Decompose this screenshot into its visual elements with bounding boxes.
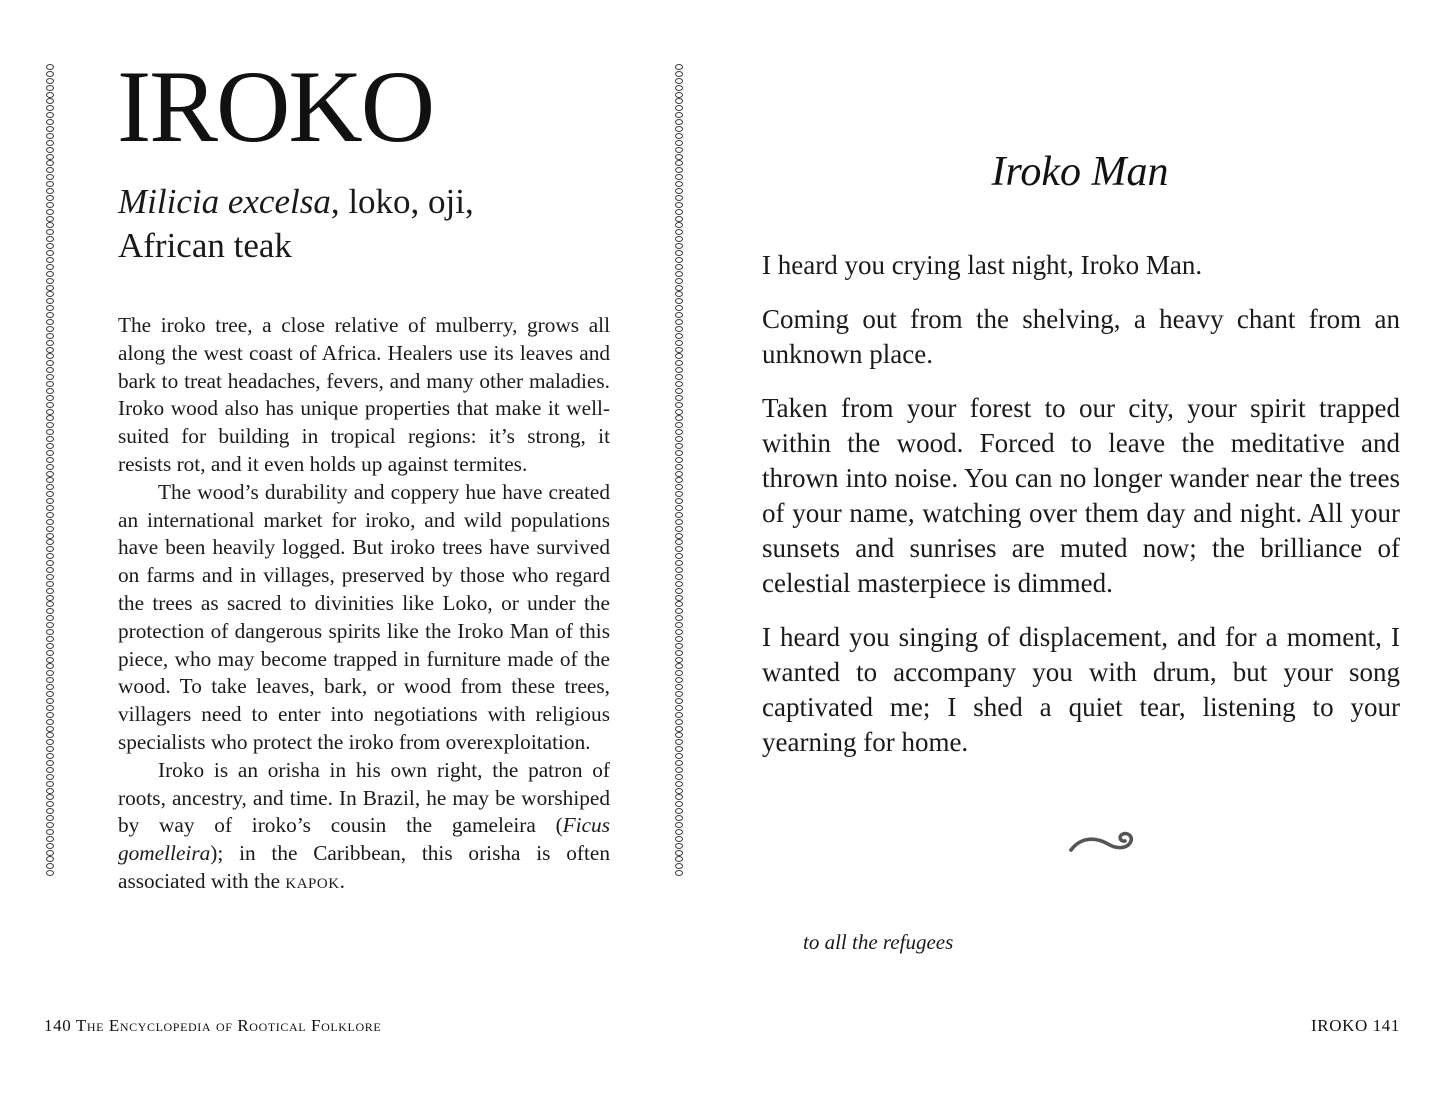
ring-ornament-icon [675, 739, 683, 745]
ring-ornament-icon [675, 636, 683, 642]
ring-ornament-icon [675, 450, 683, 456]
ring-ornament-icon [675, 512, 683, 518]
ring-ornament-icon [675, 471, 683, 477]
ring-ornament-icon [46, 285, 54, 291]
ring-ornament-icon [46, 250, 54, 256]
ring-ornament-icon [46, 815, 54, 821]
ring-ornament-icon [46, 601, 54, 607]
ring-ornament-icon [675, 691, 683, 697]
ring-ornament-icon [46, 402, 54, 408]
ring-ornament-icon [675, 815, 683, 821]
ring-ornament-icon [46, 381, 54, 387]
ring-ornament-icon [675, 402, 683, 408]
ring-ornament-icon [675, 712, 683, 718]
ring-ornament-icon [46, 471, 54, 477]
ring-ornament-icon [675, 643, 683, 649]
ring-ornament-icon [46, 836, 54, 842]
ring-ornament-icon [675, 677, 683, 683]
ring-ornament-icon [675, 174, 683, 180]
scientific-name: Milicia excelsa [118, 182, 331, 221]
ring-ornament-icon [46, 374, 54, 380]
ring-ornament-icon [46, 243, 54, 249]
ring-ornament-icon [675, 381, 683, 387]
ring-ornament-icon [46, 657, 54, 663]
ring-ornament-icon [675, 312, 683, 318]
ring-ornament-icon [675, 298, 683, 304]
ring-ornament-icon [675, 615, 683, 621]
ring-ornament-icon [46, 726, 54, 732]
ring-ornament-icon [46, 643, 54, 649]
ring-ornament-icon [675, 443, 683, 449]
ring-ornament-icon [46, 863, 54, 869]
ring-ornament-icon [675, 781, 683, 787]
poem-title: Iroko Man [991, 149, 1169, 195]
ring-ornament-icon [675, 409, 683, 415]
ring-ornament-icon [675, 836, 683, 842]
ring-ornament-icon [675, 788, 683, 794]
ring-ornament-icon [675, 271, 683, 277]
ring-ornament-icon [46, 98, 54, 104]
ring-ornament-icon [675, 326, 683, 332]
ring-ornament-icon [46, 574, 54, 580]
ring-ornament-icon [46, 360, 54, 366]
ring-ornament-icon [675, 395, 683, 401]
ring-ornament-icon [675, 491, 683, 497]
ring-ornament-icon [675, 222, 683, 228]
ring-ornament-icon [46, 64, 54, 70]
ring-ornament-icon [46, 209, 54, 215]
ring-ornament-icon [675, 374, 683, 380]
ring-ornament-icon [46, 484, 54, 490]
ring-ornament-icon [46, 464, 54, 470]
ring-ornament-icon [675, 760, 683, 766]
ring-ornament-icon [675, 629, 683, 635]
ring-ornament-icon [675, 698, 683, 704]
entry-body [118, 312, 610, 896]
ring-ornament-icon [46, 781, 54, 787]
ring-ornament-icon [675, 257, 683, 263]
ring-ornament-icon [675, 71, 683, 77]
ring-ornament-icon [46, 526, 54, 532]
ring-ornament-icon [46, 850, 54, 856]
ring-ornament-icon [675, 732, 683, 738]
ring-ornament-icon [675, 650, 683, 656]
left-ring-border [46, 64, 54, 974]
ring-ornament-icon [675, 98, 683, 104]
ring-ornament-icon [46, 691, 54, 697]
ring-ornament-icon [46, 663, 54, 669]
ring-ornament-icon [675, 112, 683, 118]
ring-ornament-icon [46, 78, 54, 84]
body-paragraph: The iroko tree, a close relative of mulberry, grows all along the west coast of Africa. Healers use its leaves and bark to treat headaches, fevers, and many other maladies. Iroko wood also has unique properties that make it well-suited for building in tropical regions: it’s strong, it resists rot, and it even holds up against termites. [118, 313, 610, 476]
ring-ornament-icon [675, 429, 683, 435]
ring-ornament-icon [46, 822, 54, 828]
ring-ornament-icon [46, 546, 54, 552]
ring-ornament-icon [46, 560, 54, 566]
ring-ornament-icon [46, 264, 54, 270]
ring-ornament-icon [675, 856, 683, 862]
ring-ornament-icon [46, 519, 54, 525]
ring-ornament-icon [46, 760, 54, 766]
ring-ornament-icon [46, 491, 54, 497]
ring-ornament-icon [675, 670, 683, 676]
ring-ornament-icon [675, 160, 683, 166]
ring-ornament-icon [46, 147, 54, 153]
ring-ornament-icon [675, 285, 683, 291]
ring-ornament-icon [675, 484, 683, 490]
ring-ornament-icon [675, 829, 683, 835]
ring-ornament-icon [675, 505, 683, 511]
ring-ornament-icon [46, 732, 54, 738]
ring-ornament-icon [675, 567, 683, 573]
poem-stanza: I heard you crying last night, Iroko Man. [762, 250, 1203, 280]
ring-ornament-icon [46, 188, 54, 194]
ring-ornament-icon [675, 808, 683, 814]
ring-ornament-icon [46, 291, 54, 297]
ring-ornament-icon [675, 863, 683, 869]
ring-ornament-icon [675, 519, 683, 525]
ring-ornament-icon [46, 174, 54, 180]
ring-ornament-icon [46, 181, 54, 187]
ring-ornament-icon [675, 333, 683, 339]
ring-ornament-icon [46, 553, 54, 559]
ring-ornament-icon [675, 167, 683, 173]
ring-ornament-icon [675, 133, 683, 139]
ring-ornament-icon [675, 553, 683, 559]
ring-ornament-icon [675, 843, 683, 849]
ring-ornament-icon [46, 615, 54, 621]
ring-ornament-icon [675, 78, 683, 84]
ring-ornament-icon [46, 808, 54, 814]
ring-ornament-icon [675, 657, 683, 663]
ring-ornament-icon [46, 271, 54, 277]
ring-ornament-icon [46, 319, 54, 325]
common-names-line2: African teak [118, 226, 292, 265]
ring-ornament-icon [46, 588, 54, 594]
ring-ornament-icon [675, 264, 683, 270]
ring-ornament-icon [675, 663, 683, 669]
ring-ornament-icon [46, 140, 54, 146]
ring-ornament-icon [675, 202, 683, 208]
ring-ornament-icon [46, 539, 54, 545]
dedication: to all the refugees [803, 930, 954, 954]
ring-ornament-icon [675, 581, 683, 587]
ring-ornament-icon [46, 160, 54, 166]
ring-ornament-icon [46, 353, 54, 359]
ring-ornament-icon [46, 429, 54, 435]
ring-ornament-icon [46, 512, 54, 518]
ring-ornament-icon [675, 92, 683, 98]
body-paragraph: Iroko is an orisha in his own right, the patron of roots, ancestry, and time. In Brazil, he may be worshiped by way of iroko’s cousin the gameleira (Ficus gomelleira); in the Caribbean, this orisha is often associated with the kapok. [118, 757, 610, 893]
ring-ornament-icon [675, 526, 683, 532]
ring-ornament-icon [46, 719, 54, 725]
ring-ornament-icon [675, 560, 683, 566]
body-paragraph: The wood’s durability and coppery hue have created an international market for iroko, and wild populations have been heavily logged. But iroko trees have survived on farms and in villages, preserved by those who regard the trees as sacred to divinities like Loko, or under the protection of dangerous spirits like the Iroko Man of this piece, who may become trapped in furniture made of the wood. To take leaves, bark, or wood from these trees, villagers need to enter into negotiations with religious specialists who protect the iroko from overexploitation. [118, 479, 610, 754]
ring-ornament-icon [46, 154, 54, 160]
ring-ornament-icon [46, 533, 54, 539]
ring-ornament-icon [675, 719, 683, 725]
ring-ornament-icon [46, 477, 54, 483]
common-names: , loko, oji, [330, 182, 474, 221]
ring-ornament-icon [675, 415, 683, 421]
ring-ornament-icon [46, 650, 54, 656]
ring-ornament-icon [675, 794, 683, 800]
ring-ornament-icon [675, 347, 683, 353]
ring-ornament-icon [675, 291, 683, 297]
ring-ornament-icon [46, 236, 54, 242]
ring-ornament-icon [675, 216, 683, 222]
ring-ornament-icon [46, 278, 54, 284]
ring-ornament-icon [675, 340, 683, 346]
ring-ornament-icon [46, 794, 54, 800]
ring-ornament-icon [675, 181, 683, 187]
ring-ornament-icon [46, 367, 54, 373]
entry-subtitle [118, 180, 538, 268]
ring-ornament-icon [46, 133, 54, 139]
poem-stanza: Taken from your forest to our city, your spirit trapped within the wood. Forced to leave the meditative and thrown into noise. You can no longer wander near the trees of your name, watching over them day and night. All your sunsets and sunrises are muted now; the brilliance of celestial masterpiece is dimmed. [762, 393, 1400, 598]
ring-ornament-icon [46, 298, 54, 304]
ring-ornament-icon [46, 415, 54, 421]
ring-ornament-icon [675, 209, 683, 215]
ring-ornament-icon [46, 450, 54, 456]
ring-ornament-icon [46, 746, 54, 752]
ring-ornament-icon [46, 395, 54, 401]
ring-ornament-icon [675, 774, 683, 780]
ring-ornament-icon [46, 195, 54, 201]
ring-ornament-icon [675, 188, 683, 194]
ring-ornament-icon [675, 250, 683, 256]
ring-ornament-icon [46, 326, 54, 332]
ring-ornament-icon [46, 698, 54, 704]
ring-ornament-icon [46, 422, 54, 428]
ring-ornament-icon [46, 870, 54, 876]
ring-ornament-icon [46, 71, 54, 77]
ring-ornament-icon [46, 105, 54, 111]
ring-ornament-icon [675, 305, 683, 311]
ring-ornament-icon [675, 850, 683, 856]
ring-ornament-icon [675, 147, 683, 153]
ring-ornament-icon [675, 539, 683, 545]
ring-ornament-icon [675, 608, 683, 614]
ring-ornament-icon [675, 767, 683, 773]
ring-ornament-icon [675, 64, 683, 70]
ring-ornament-icon [675, 588, 683, 594]
ring-ornament-icon [46, 677, 54, 683]
ring-ornament-icon [46, 856, 54, 862]
ring-ornament-icon [46, 457, 54, 463]
ring-ornament-icon [46, 505, 54, 511]
ring-ornament-icon [46, 443, 54, 449]
ring-ornament-icon [46, 216, 54, 222]
ring-ornament-icon [46, 436, 54, 442]
ring-ornament-icon [675, 684, 683, 690]
ring-ornament-icon [46, 347, 54, 353]
ring-ornament-icon [675, 595, 683, 601]
ring-ornament-icon [46, 622, 54, 628]
ring-ornament-icon [675, 353, 683, 359]
ring-ornament-icon [675, 85, 683, 91]
ring-ornament-icon [46, 567, 54, 573]
ring-ornament-icon [675, 464, 683, 470]
ring-ornament-icon [46, 257, 54, 263]
ring-ornament-icon [675, 533, 683, 539]
flourish-icon [1068, 828, 1136, 856]
right-folio: IROKO 141 [1311, 1016, 1400, 1035]
ring-ornament-icon [675, 705, 683, 711]
ring-ornament-icon [46, 753, 54, 759]
ring-ornament-icon [675, 477, 683, 483]
poem-stanza: Coming out from the shelving, a heavy chant from an unknown place. [762, 304, 1400, 369]
ring-ornament-icon [46, 167, 54, 173]
ring-ornament-icon [46, 388, 54, 394]
ring-ornament-icon [46, 629, 54, 635]
ring-ornament-icon [675, 278, 683, 284]
ring-ornament-icon [46, 767, 54, 773]
ring-ornament-icon [46, 409, 54, 415]
ring-ornament-icon [675, 753, 683, 759]
ring-ornament-icon [675, 236, 683, 242]
ring-ornament-icon [675, 360, 683, 366]
scientific-name-ficus: Ficus gomelleira [118, 813, 610, 866]
ring-ornament-icon [46, 222, 54, 228]
ring-ornament-icon [46, 92, 54, 98]
ring-ornament-icon [675, 498, 683, 504]
ring-ornament-icon [46, 595, 54, 601]
ring-ornament-icon [46, 829, 54, 835]
ring-ornament-icon [675, 436, 683, 442]
ring-ornament-icon [46, 126, 54, 132]
entry-title: IROKO [117, 50, 434, 164]
ring-ornament-icon [46, 843, 54, 849]
poem-stanza: I heard you singing of displacement, and for a moment, I wanted to accompany you with drum, but your song captivated me; I shed a quiet tear, listening to your yearning for home. [762, 622, 1400, 757]
ring-ornament-icon [46, 774, 54, 780]
ring-ornament-icon [675, 229, 683, 235]
ring-ornament-icon [46, 608, 54, 614]
ring-ornament-icon [46, 712, 54, 718]
ring-ornament-icon [675, 870, 683, 876]
ring-ornament-icon [675, 457, 683, 463]
ring-ornament-icon [675, 388, 683, 394]
poem-body [762, 248, 1400, 779]
left-folio: 140 The Encyclopedia of Rootical Folklore [44, 1016, 382, 1035]
ring-ornament-icon [46, 333, 54, 339]
ring-ornament-icon [675, 726, 683, 732]
ring-ornament-icon [46, 636, 54, 642]
ring-ornament-icon [46, 112, 54, 118]
ring-ornament-icon [675, 195, 683, 201]
center-ring-border [675, 64, 683, 974]
ring-ornament-icon [46, 670, 54, 676]
ring-ornament-icon [675, 601, 683, 607]
ring-ornament-icon [675, 746, 683, 752]
ring-ornament-icon [46, 788, 54, 794]
ring-ornament-icon [46, 684, 54, 690]
ring-ornament-icon [675, 319, 683, 325]
ring-ornament-icon [46, 581, 54, 587]
ring-ornament-icon [46, 305, 54, 311]
ring-ornament-icon [675, 126, 683, 132]
ring-ornament-icon [675, 546, 683, 552]
ring-ornament-icon [675, 243, 683, 249]
ring-ornament-icon [46, 739, 54, 745]
ring-ornament-icon [675, 822, 683, 828]
ring-ornament-icon [675, 622, 683, 628]
ring-ornament-icon [675, 140, 683, 146]
ring-ornament-icon [675, 105, 683, 111]
ring-ornament-icon [46, 705, 54, 711]
ring-ornament-icon [46, 229, 54, 235]
cross-reference-kapok[interactable]: kapok [285, 868, 340, 893]
ring-ornament-icon [46, 85, 54, 91]
ring-ornament-icon [46, 498, 54, 504]
ring-ornament-icon [675, 574, 683, 580]
ring-ornament-icon [675, 367, 683, 373]
ring-ornament-icon [46, 340, 54, 346]
ring-ornament-icon [675, 422, 683, 428]
ring-ornament-icon [675, 119, 683, 125]
ring-ornament-icon [46, 312, 54, 318]
ring-ornament-icon [46, 119, 54, 125]
ring-ornament-icon [675, 154, 683, 160]
ring-ornament-icon [675, 801, 683, 807]
ring-ornament-icon [46, 202, 54, 208]
ring-ornament-icon [46, 801, 54, 807]
